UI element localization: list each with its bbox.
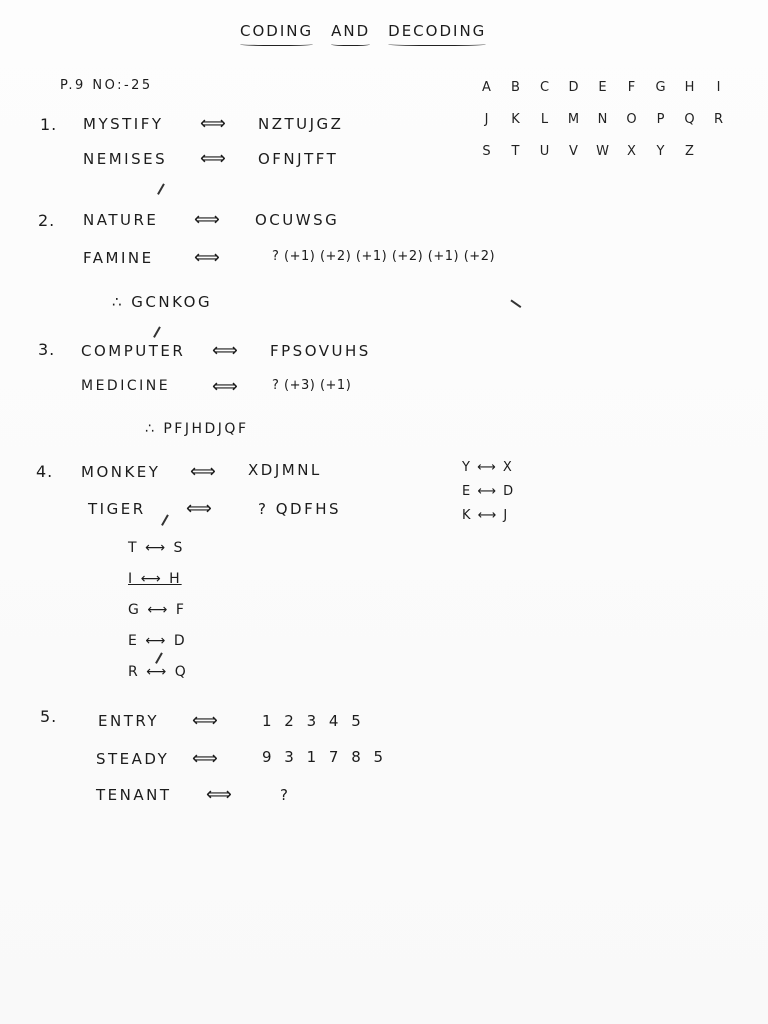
alphabet-letter: Y (656, 144, 665, 159)
alphabet-letter: G (655, 80, 666, 95)
alphabet-letter: M (567, 112, 580, 127)
problem-5-arrow-3: ⟺ (206, 784, 235, 805)
problem-2-word-2: FAMINE (83, 249, 154, 267)
check-mark (510, 300, 521, 308)
problem-5-arrow-1: ⟺ (192, 710, 221, 731)
problem-1-word-2: NEMISES (83, 150, 168, 168)
problem-5-word-3: TENANT (96, 786, 172, 804)
problem-5-word-1: ENTRY (98, 712, 159, 730)
problem-3-word-1: COMPUTER (81, 342, 186, 360)
problem-5-code-2: 9 3 1 7 8 5 (262, 748, 388, 766)
problem-2-word-1: NATURE (83, 211, 159, 229)
alphabet-letter: E (598, 80, 607, 95)
alphabet-letter: T (511, 144, 520, 159)
problem-3-code-1: FPSOVUHS (270, 342, 371, 360)
problem-3-number: 3. (38, 340, 56, 359)
alphabet-letter: B (511, 80, 520, 95)
letter-mapping-row: G ⟷ F (128, 602, 186, 618)
mapping-row: E ⟷ D (462, 484, 515, 499)
problem-5-arrow-2: ⟺ (192, 748, 221, 769)
alphabet-letter: O (626, 112, 637, 127)
problem-1-word-1: MYSTIFY (83, 115, 164, 133)
mapping-row: Y ⟷ X (462, 460, 514, 475)
problem-4-number: 4. (36, 462, 54, 481)
problem-3-answer: ∴ PFJHDJQF (145, 421, 249, 437)
alphabet-letter: P (656, 112, 665, 127)
alphabet-table (472, 80, 733, 176)
problem-3-arrow-2: ⟺ (212, 376, 241, 397)
alphabet-letter: L (540, 112, 549, 127)
letter-mapping-row: T ⟷ S (128, 540, 185, 556)
alphabet-letter: U (539, 144, 550, 159)
alphabet-letter: Z (685, 144, 694, 159)
problem-3-code-2: ? (+3) (+1) (272, 378, 352, 393)
problem-4-code-2: ? QDFHS (258, 500, 342, 518)
letter-mapping-row: R ⟷ Q (128, 664, 188, 680)
alphabet-letter: Q (684, 112, 695, 127)
alphabet-letter: H (684, 80, 695, 95)
problem-1-number: 1. (40, 115, 58, 134)
letter-mapping-row: E ⟷ D (128, 633, 187, 649)
page-reference: P.9 NO:-25 (60, 78, 153, 93)
alphabet-letter: V (569, 144, 578, 159)
alphabet-letter: N (597, 112, 608, 127)
alphabet-row-2 (472, 112, 733, 144)
problem-1-arrow-2: ⟺ (200, 148, 229, 169)
alphabet-letter: I (716, 80, 721, 95)
problem-4-arrow-2: ⟺ (186, 498, 215, 519)
letter-mapping-row: I ⟷ H (128, 571, 182, 587)
problem-1-code-2: OFNJTFT (258, 150, 339, 168)
alphabet-row-1 (472, 80, 733, 112)
alphabet-letter: W (596, 144, 609, 159)
alphabet-row-3 (472, 144, 733, 176)
title-word-coding: CODING (240, 22, 313, 44)
problem-3-word-2: MEDICINE (81, 378, 171, 394)
check-mark (157, 183, 164, 194)
title-word-and: AND (331, 22, 370, 44)
problem-4-arrow-1: ⟺ (190, 461, 219, 482)
alphabet-letter: C (539, 80, 550, 95)
problem-2-answer: ∴ GCNKOG (112, 293, 213, 311)
problem-3-arrow-1: ⟺ (212, 340, 241, 361)
problem-2-number: 2. (38, 211, 56, 230)
page-title (240, 22, 486, 44)
alphabet-letter: F (627, 80, 636, 95)
alphabet-letter: D (568, 80, 579, 95)
problem-4-word-1: MONKEY (81, 463, 161, 481)
problem-4-side-mapping (462, 460, 515, 532)
alphabet-letter: K (511, 112, 520, 127)
problem-2-arrow-2: ⟺ (194, 247, 223, 268)
problem-2-code-1: OCUWSG (255, 211, 340, 229)
alphabet-letter: R (713, 112, 724, 127)
problem-4-code-1: XDJMNL (248, 461, 322, 479)
problem-5-word-2: STEADY (96, 750, 170, 768)
problem-5-number: 5. (40, 707, 58, 726)
problem-1-code-1: NZTUJGZ (258, 115, 344, 133)
problem-5-code-3: ? (280, 786, 291, 804)
check-mark (153, 326, 160, 337)
problem-2-code-2: ? (+1) (+2) (+1) (+2) (+1) (+2) (272, 249, 496, 264)
mapping-row: K ⟷ J (462, 508, 509, 523)
problem-4-word-2: TIGER (88, 500, 146, 518)
check-mark (161, 514, 168, 525)
problem-1-arrow-1: ⟺ (200, 113, 229, 134)
problem-4-letter-mapping (128, 540, 188, 695)
alphabet-letter: J (484, 112, 489, 127)
problem-2-arrow-1: ⟺ (194, 209, 223, 230)
alphabet-letter: X (627, 144, 636, 159)
problem-5-code-1: 1 2 3 4 5 (262, 712, 365, 730)
title-word-decoding: DECODING (388, 22, 486, 44)
alphabet-letter: S (482, 144, 491, 159)
alphabet-letter: A (482, 80, 491, 95)
